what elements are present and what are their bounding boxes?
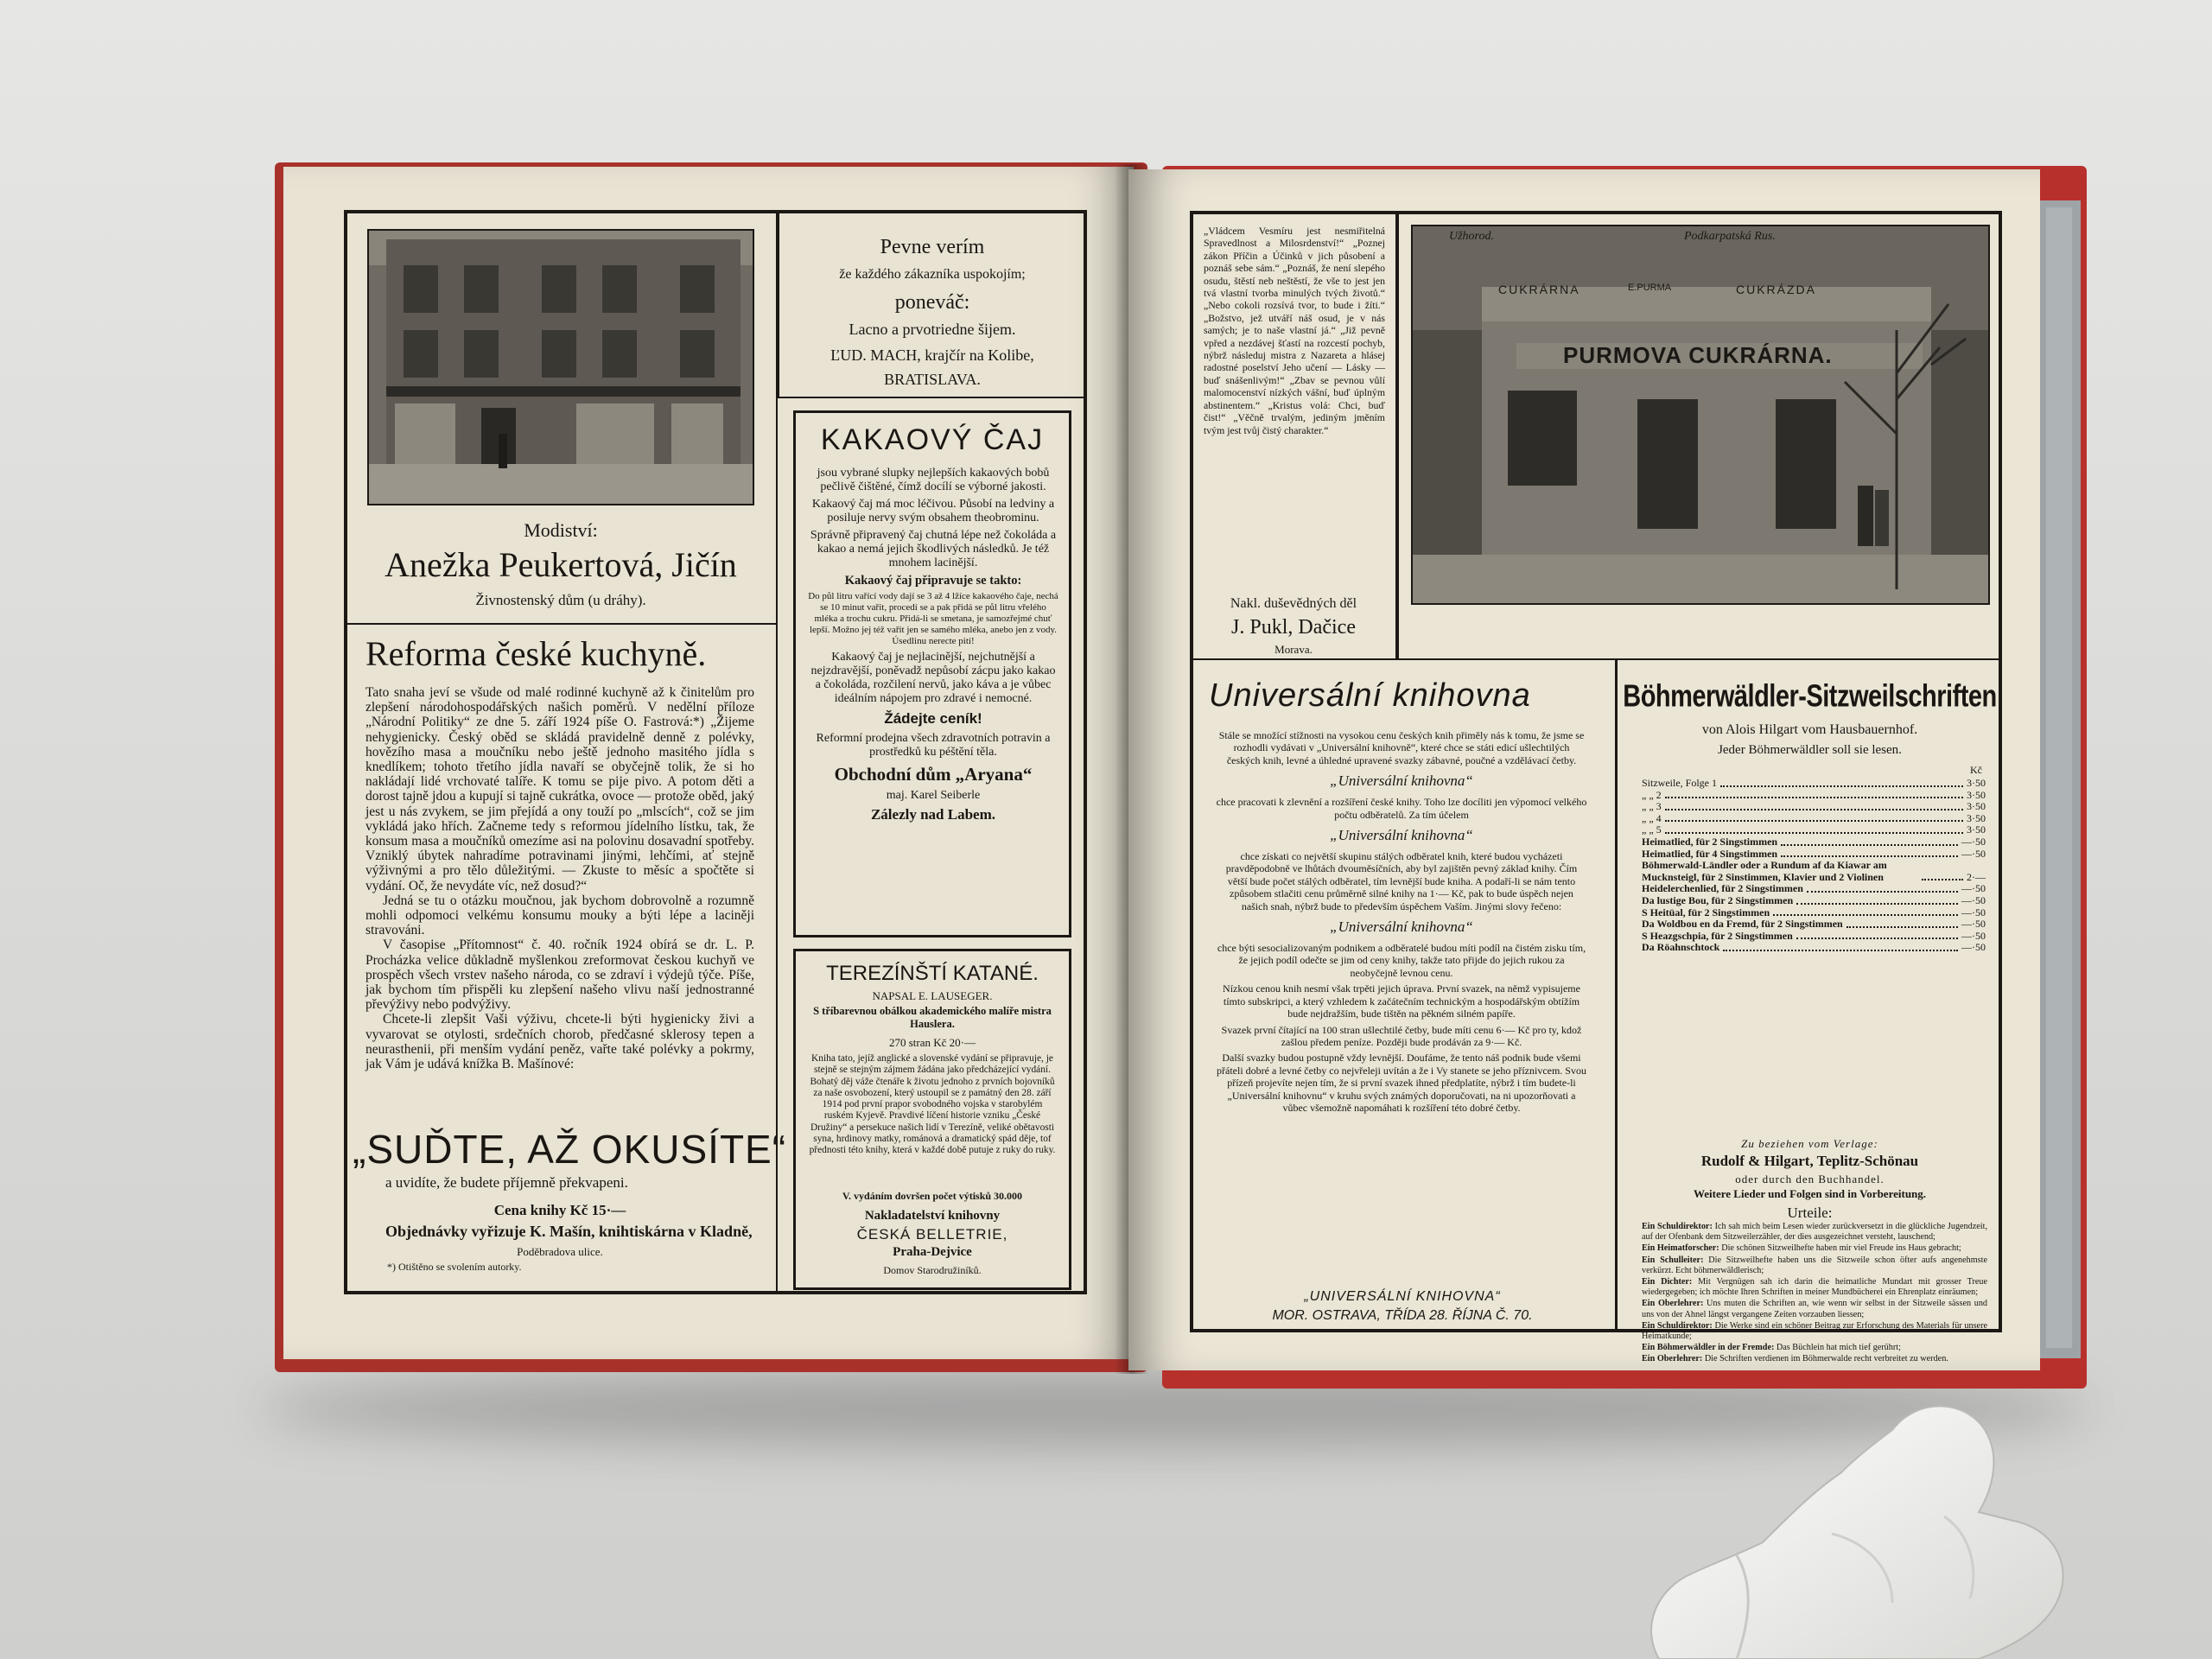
knihovna-t4: Nízkou cenou knih nesmí však trpěti jejich úprava. První svazek, na němž vypisujeme tímto subskripci, a který vzhledem k začátečním technickým a hospodářským obtížím bude nejdražším, bude tištěn na pěkném silném papíře. (1223, 982, 1580, 1020)
storefront-photo-image (369, 231, 753, 504)
review-item (1642, 1343, 1987, 1353)
price-list-leader (1723, 950, 1958, 951)
katane-title: TEREZÍNŠTÍ KATANÉ. (826, 962, 1039, 985)
price-list-price: —·50 (1961, 893, 1986, 906)
price-list-label: „ „ 4 (1642, 811, 1662, 824)
review-author: Ein Oberlehrer: (1642, 1299, 1704, 1309)
ad-katane (793, 949, 1071, 1290)
katane-pages: 270 stran Kč 20·— (888, 1036, 976, 1049)
price-list-row (1642, 813, 1986, 825)
price-list-row (1642, 836, 1986, 849)
ad-modistka (344, 210, 778, 625)
knihovna-t6: Další svazky budou postupně vždy levnější. Doufáme, že tento náš podnik bude všemi přáteli dobré a levné četby co nejvřeleji uvítán a že i Vy stanete se jeho příznivcem. Svou přízeň projevíte nejen tím, že si první svazek ihned předplatíte, nýbrž i tím budete-li „Universální knihovnu“ v kruhu svých známých doporučovati, na ni upozorňovati a vůbec všemožně napomáhati k rozšíření této dobré četby. (1217, 1052, 1586, 1114)
reforma-body (365, 685, 754, 1071)
ad-knihovna (1190, 660, 1618, 1332)
mach-line2: že každého zákazníka uspokojím; (839, 267, 1026, 282)
knihovna-h3: „Universální knihovna“ (1330, 918, 1473, 936)
reforma-body-2: Jedná se tu o otázku moučnou, jak bychom dobrovolně a rozumně mohli odpomoci velkému konsumu mouky a býti lépe a laciněji stravováni. (365, 893, 754, 938)
price-list-row (1642, 931, 1986, 943)
knihovna-t3: chce býti sesocializovaným podnikem a odběratelé budou míti podíl na čistém zisku tím, že jejich podíl odečte se jim od ceny knihy, takže tato přijde do jejich rukou za neobyčejně levnou cenu. (1217, 942, 1586, 979)
price-list-leader (1773, 914, 1958, 916)
knihovna-footer2: MOR. OSTRAVA, TŘÍDA 28. ŘÍJNA Č. 70. (1272, 1308, 1533, 1323)
price-list-label: „ „ 2 (1642, 788, 1662, 801)
katane-publisher3: Praha-Dejvice (893, 1245, 972, 1259)
price-list-price: —·50 (1961, 835, 1986, 848)
boehmer-currency: Kč (1970, 764, 1982, 776)
pukl-region: Morava. (1274, 643, 1313, 656)
left-page (283, 167, 1134, 1359)
ad-reforma (344, 625, 787, 1294)
kakao-p1: jsou vybrané slupky nejlepších kakaových bobů pečlivě čištěné, čímž docílí se výborné jakosti. (817, 467, 1050, 493)
price-list-row (1642, 895, 1986, 907)
reforma-slogan-sub: a uvidíte, že budete příjemně překvapeni. (385, 1174, 628, 1191)
knihovna-footer1: „UNIVERSÁLNÍ KNIHOVNA“ (1304, 1289, 1501, 1304)
review-item (1642, 1354, 1987, 1364)
shop-sign: PURMOVA CUKRÁRNA. (1563, 342, 1833, 368)
katane-body: Kniha tato, jejíž anglické a slovenské vydání se připravuje, je stejně se stejným zájmem žádána jako předcházející vydání. Bohatý děj váže čtenáře k životu jednoho z prvních bojovníků za naše osvobození, který ustoupil se z památný den 28. září 1914 pod první prapor svobodného vojska v starobylém ruském Kyjevě. Pravdivé líčení historie vzniku „České Družiny“ a persekuce našich lidí v Terezíně, veliké obětavosti syna, hrdinovy matky, románová a dramatický spád děje, tof přednosti této knihy, která v každé době putuje z ruky do ruky. (809, 1053, 1056, 1156)
price-list-label: Heidelerchenlied, für 2 Singstimmen (1642, 882, 1803, 895)
modistka-label: Modiství: (524, 519, 598, 541)
katane-publisher2: ČESKÁ BELLETRIE, (856, 1226, 1008, 1243)
price-list-label: S Heazgschpia, für 2 Singstimmen (1642, 929, 1793, 942)
boehmer-reviews-title: Urteile: (1787, 1205, 1833, 1221)
right-page (1128, 169, 2040, 1370)
price-list-price: —·50 (1961, 941, 1986, 954)
pukl-name: J. Pukl, Dačice (1231, 616, 1356, 639)
review-text: Uns muten die Schriften an, wie wenn wir selbst in der Sitzweile sässen und uns von der Ahnel längst vergangene Zeiten vorzauben liessen; (1642, 1299, 1988, 1319)
reforma-body-3: V časopise „Přítomnost“ č. 40. ročník 1924 obírá se dr. L. P. Procházka velice důkladně myšlenkou zreformovat českou kuchyň ve prospěch všech vrstev našeho národa, co se zdraví i výdejů týče. Píše, jak bychom tím přispěli ku zlepšení našeho vlivu naší jednostranné převýživy nebo podvýživy. (365, 938, 754, 1013)
price-list-leader (1807, 891, 1958, 893)
review-author: Ein Schuldirektor: (1642, 1320, 1713, 1331)
price-list-leader (1796, 903, 1958, 905)
review-text: Mit Vergnügen sah ich darin die heimatliche Mundart mit grosser Treue wiedergegeben; ich möchte Ihren Schriften in meiner Mundbücherei ein Ehrenplatz einräumen; (1642, 1277, 1987, 1298)
mach-line6: BRATISLAVA. (884, 371, 981, 388)
review-item (1642, 1243, 1987, 1254)
kakao-store: Obchodní dům „Aryana“ (834, 764, 1033, 785)
katane-publisher1: Nakladatelství knihovny (864, 1209, 1001, 1223)
price-list-label: „ „ 3 (1642, 800, 1662, 813)
price-list-label: Böhmerwald-Ländler oder a Rundum af da Kiawar am Mucknsteigl, für 2 Sinstimmen, Klavier und 2 Violinen (1642, 859, 1887, 883)
knihovna-t5: Svazek první čítající na 100 stran ušlechtilé četby, bude míti cenu 6·— Kč pro ty, kdož zašlou předem peníze. Později bude prodáván za 9·— Kč. (1221, 1023, 1582, 1048)
book-endpaper-inner (2046, 207, 2072, 1348)
shop-sign-top-1: CUKRÁRNA (1498, 283, 1580, 296)
knihovna-t1: chce pracovati k zlevnění a rozšíření české knihy. Toho lze docíliti jen výpomocí velkého počtu odběratelů. Za tím účelem (1216, 796, 1587, 821)
review-text: Die Werke sind ein schöner Beitrag zur Erforschung des Materials für unsere Heimatkunde; (1642, 1320, 1987, 1342)
kakao-p2: Kakaový čaj má moc léčivou. Působí na ledviny a posiluje nervy svým obsahem theobrominu. (811, 498, 1055, 524)
kakao-cta: Žádejte ceník! (884, 710, 982, 727)
price-list-row (1642, 778, 1986, 790)
price-list-label: Da Woldbou en da Fremd, für 2 Singstimmen (1642, 918, 1843, 931)
katane-author: NAPSAL E. LAUSEGER. (872, 989, 993, 1002)
kakao-owner: maj. Karel Seiberle (886, 789, 981, 802)
price-list-price: —·50 (1961, 929, 1986, 942)
price-list-price: 2·— (1967, 870, 1986, 883)
price-list-leader (1665, 820, 1963, 822)
price-list-leader (1665, 809, 1963, 810)
shop-sign-top-3: CUKRÁZDA (1736, 283, 1817, 296)
reforma-body-1: Tato snaha jeví se všude od malé rodinné kuchyně až k činitelům pro zlepšení národohospodářských našich poměrů. V nedělní příloze „Národní Politiky“ ze dne 5. září 1924 píše O. Fastrová:*) „Žijeme nehygienicky. Český oběd se skládá pravidelně denně z polévky, hovězího masa a moučníku nebo ještě jednoho masitého jídla s knedlíkem; tohoto třetího jídla navaří se obyčejně tolik, že si ho nakládají lidé vrchovaté talíře. K tomu se pije pivo. A potom děti a dorost tajně jdou a kupují si tajně cukrátka, ovoce — protože oběd, jaký jest u nás zvykem, se jim přejídá a ony touží po „mlscích“, což se jim vykládá jako hřích. Začneme tedy s reformou jídelního lístku, tak, že konsum masa a moučníků omezíme asi na polovinu dosavadní spotřeby. Vzniklý úbytek nahradíme potravinami jinými, lehčími, ať stejně výživnými a pro tělo důležitými. — Zkuste to měsíc a spočtěte si vydání. Oč, že nevydáte víc, než dosud?“ (365, 685, 754, 893)
knihovna-intro: Stále se množící stížnosti na vysokou cenu českých knih přiměly nás k tomu, že jsme se rozhodli vydávati v „Universální knihovně“, které chce se státi edicí ušlechtilých českých knih, levné a úhledné upravené svazky zábavné, poučné a vzdělávací četby. (1218, 729, 1585, 766)
price-list-row (1642, 801, 1986, 813)
knihovna-text (1216, 729, 1587, 1117)
boehmer-title: Böhmerwäldler-Sitzweilschriften (1623, 679, 1997, 714)
ad-cukrarna (1397, 211, 2002, 660)
price-list-row (1642, 907, 1986, 919)
reforma-body-4: Chcete-li zlepšit Vaši výživu, chcete-li býti hygienicky živi a vyvarovat se otylosti, srdečních chorob, předčasné sklerosy tepen a neurasthenii, při menším vydání peněz, vařte také polévky a pokrmy, jak Vám je udává knížka B. Mašínové: (365, 1012, 754, 1072)
price-list-row (1642, 883, 1986, 895)
review-item (1642, 1321, 1987, 1342)
price-list-price: 3·50 (1967, 811, 1986, 824)
boehmer-price-list (1642, 778, 1986, 954)
kakao-p5: Reformní prodejna všech zdravotních potravin a prostředků ku péštění těla. (816, 732, 1051, 759)
shop-sign-top-2: E.PURMA (1628, 283, 1672, 293)
knihovna-t2: chce získati co největší skupinu stálých odběratel knih, které budou vycházeti pravděpodobně ve lhůtách dvouměsíčních, aby byl zajištěn pevný základ knihy. Čím větší bude počet stálých odběratel, tím levnější bude kniha. A podaří-li se nám tento způsobem stlačiti cenu průměrně silné knihy na 1·— Kč, pak to bude úspěch nejen našich snah, nýbrž bude to především úspěchem Vaším. Jinými slovy řečeno: (1225, 850, 1578, 912)
storefront-photo (367, 229, 754, 505)
review-author: Ein Schulleiter: (1642, 1255, 1704, 1265)
mach-line3: poneváč: (894, 291, 970, 314)
review-item (1642, 1277, 1987, 1298)
boehmer-publisher: Rudolf & Hilgart, Teplitz-Schönau (1700, 1153, 1919, 1169)
price-list-leader (1665, 797, 1963, 798)
price-list-price: 3·50 (1967, 788, 1986, 801)
knihovna-h1: „Universální knihovna“ (1330, 772, 1473, 790)
kakao-prep: Do půl litru vařící vody dají se 3 až 4 lžíce kakaového čaje, nechá se 10 minut vařit, procedí se a pak přidá se půl litru vřelého mléka a trochu cukru. Přidá-li se smetana, je samozřejmé chuť lepší. Možno jej též vařit jen se samého mléka, anebo jen z vody. Úsedlinu nerecte pití! (808, 591, 1058, 646)
review-text: Ich sah mich beim Lesen wieder zurückversetzt in die glückliche Jugendzeit, auf der Ofenbank dem Sitzweilerzähler, der dies ausgezeichnet versteht, lauschend; (1642, 1222, 1988, 1243)
knihovna-title: Universální knihovna (1209, 677, 1531, 714)
reforma-street: Poděbradova ulice. (517, 1245, 603, 1258)
boehmer-more: Weitere Lieder und Folgen sind in Vorbereitung. (1693, 1187, 1927, 1200)
kakao-place: Zálezly nad Labem. (870, 806, 996, 823)
review-item (1642, 1255, 1987, 1276)
price-list-row (1642, 790, 1986, 802)
boehmer-publisher-alt: oder durch den Buchhandel. (1735, 1173, 1885, 1185)
price-list-leader (1781, 855, 1958, 857)
price-list-price: —·50 (1961, 847, 1986, 860)
photo-caption-right: Podkarpatská Rus. (1684, 230, 1776, 243)
cukrarna-photo (1411, 225, 1990, 605)
pukl-publisher: Nakl. duševědných děl (1230, 596, 1357, 611)
price-list-row (1642, 918, 1986, 931)
photo-caption-left: Užhorod. (1449, 230, 1494, 243)
price-list-row (1642, 942, 1986, 954)
review-author: Ein Böhmerwäldler in der Fremde: (1642, 1343, 1775, 1353)
review-text: Die Schriften verdienen im Böhmerwalde recht verbreitet zu werden. (1702, 1354, 1948, 1364)
price-list-label: „ „ 5 (1642, 823, 1662, 836)
price-list-price: 3·50 (1967, 823, 1986, 836)
review-author: Ein Oberlehrer: (1642, 1354, 1703, 1364)
price-list-price: 3·50 (1967, 777, 1986, 789)
price-list-leader (1781, 844, 1958, 846)
price-list-label: Heimatlied, für 4 Singstimmen (1642, 847, 1778, 860)
price-list-price: —·50 (1961, 882, 1986, 895)
price-list-price: —·50 (1961, 906, 1986, 918)
price-list-label: Heimatlied, für 2 Singstimmen (1642, 835, 1778, 848)
mach-line5: ĽUD. MACH, krajčír na Kolibe, (830, 346, 1034, 364)
price-list-label: Sitzweile, Folge 1 (1642, 777, 1717, 789)
kakao-text (808, 467, 1058, 827)
price-list-label: Da lustige Bou, für 2 Singstimmen (1642, 893, 1794, 906)
price-list-leader (1847, 926, 1958, 928)
price-list-leader (1796, 938, 1958, 939)
katane-edition: V. vydáním dovršen počet výtisků 30.000 (842, 1190, 1023, 1202)
kakao-p3: Správně připravený čaj chutná lépe než čokoláda a kakao a nemá jejich škodlivých následků. Je též mnohem lacinější. (810, 529, 1057, 569)
price-list-label: S Heitüal, für 2 Singstimmen (1642, 906, 1770, 918)
modistka-name: Anežka Peukertová, Jičín (385, 545, 737, 584)
review-author: Ein Dichter: (1642, 1277, 1693, 1287)
ad-mach (778, 210, 1087, 398)
review-text: Die schönen Sitzweilhefte haben mir viel Freude ins Haus gebracht; (1719, 1243, 1961, 1254)
white-glove-hand-icon (1607, 1370, 2212, 1659)
price-list-label: Da Röahnschtock (1642, 941, 1720, 954)
price-list-price: 3·50 (1967, 800, 1986, 813)
price-list-row (1642, 824, 1986, 836)
pukl-text: „Vládcem Vesmíru jest nesmiřitelná Spravedlnost a Milosrdenství!“ „Poznej zákon Příčin a Účinků v jich působení a poznáš sebe sám.“ „Poznáš, že není slepého osudu, štěstí neb neštěstí, že vše to jest jen tvá vlastní tvorba minulých tvých životů.“ „Nebo cokoli rozsívá tvor, to bude i žíti.“ „Božstvo, jež utváří náš osud, je v nás samých; je to naše vlastní já.“ „Již pevně vpřed a nezdávej šťastí na rozcestí pochyb, nýbrž následuj mistra z Nazareta a hlásej radostné poselství Jeho učení — Lásky — buď snášenlivým!“ „Zbav se pevnou vůlí malomocenství nízkých vášní, buď úplným abstinentem.“ „Kristus volá: Chci, buď čist!“ „Věčně trvalým, jediným jměním tvým jest tvůj čistý charakter.“ (1204, 225, 1385, 436)
knihovna-h2: „Universální knihovna“ (1330, 827, 1473, 844)
boehmer-author: von Alois Hilgart vom Hausbauernhof. (1701, 722, 1918, 737)
kakao-prep-title: Kakaový čaj připravuje se takto: (844, 574, 1022, 588)
mach-line1: Pevne verím (880, 236, 985, 258)
price-list-row (1642, 849, 1986, 861)
reforma-slogan: „SUĎTE, AŽ OKUSÍTE“ (353, 1127, 787, 1172)
kakao-p4: Kakaový čaj je nejlacinější, nejchutnější a nejzdravější, poněvadž nepůsobí zácpu jako kakao a čokoláda, rozčilení nervů, jako káva a je vůbec ideálním nápojem pro zdravé i nemocné. (810, 651, 1056, 705)
ad-pukl (1190, 211, 1397, 660)
ad-boehmer (1618, 660, 2002, 1364)
review-author: Ein Heimatforscher: (1642, 1243, 1719, 1254)
price-list-leader (1720, 785, 1963, 787)
price-list-row (1642, 860, 1986, 883)
ad-kakao (793, 410, 1071, 938)
reforma-title: Reforma české kuchyně. (365, 634, 707, 673)
boehmer-publisher-intro: Zu beziehen vom Verlage: (1741, 1137, 1878, 1150)
modistka-address: Živnostenský dům (u dráhy). (475, 592, 646, 608)
katane-publisher4: Domov Starodružiníků. (883, 1264, 982, 1276)
price-list-leader (1922, 879, 1963, 880)
kakao-title: KAKAOVÝ ČAJ (820, 423, 1045, 456)
boehmer-motto: Jeder Böhmerwäldler soll sie lesen. (1718, 743, 1902, 757)
price-list-price: —·50 (1961, 918, 1986, 931)
review-item (1642, 1299, 1987, 1319)
mach-line4: Lacno a prvotriedne šijem. (849, 321, 1016, 338)
price-list-leader (1665, 832, 1963, 834)
review-text: Das Büchlein hat mich tief gerührt; (1774, 1343, 1901, 1353)
review-author: Ein Schuldirektor: (1642, 1222, 1713, 1231)
review-item (1642, 1222, 1987, 1243)
boehmer-reviews (1642, 1222, 1987, 1366)
reforma-footnote: *) Otištěno se svolením autorky. (387, 1261, 522, 1273)
reforma-price: Cena knihy Kč 15·— (493, 1202, 626, 1218)
katane-subtitle: S tříbarevnou obálkou akademického malíře mistra Hauslera. (813, 1005, 1052, 1030)
review-text: Die Sitzweilhefte haben uns die Sitzweile schon öfter aufs angenehmste verkürzt. Echt böhmerwäldlerisch; (1642, 1255, 1987, 1275)
reforma-orders: Objednávky vyřizuje K. Mašín, knihtiskárna v Kladně, (385, 1223, 753, 1240)
